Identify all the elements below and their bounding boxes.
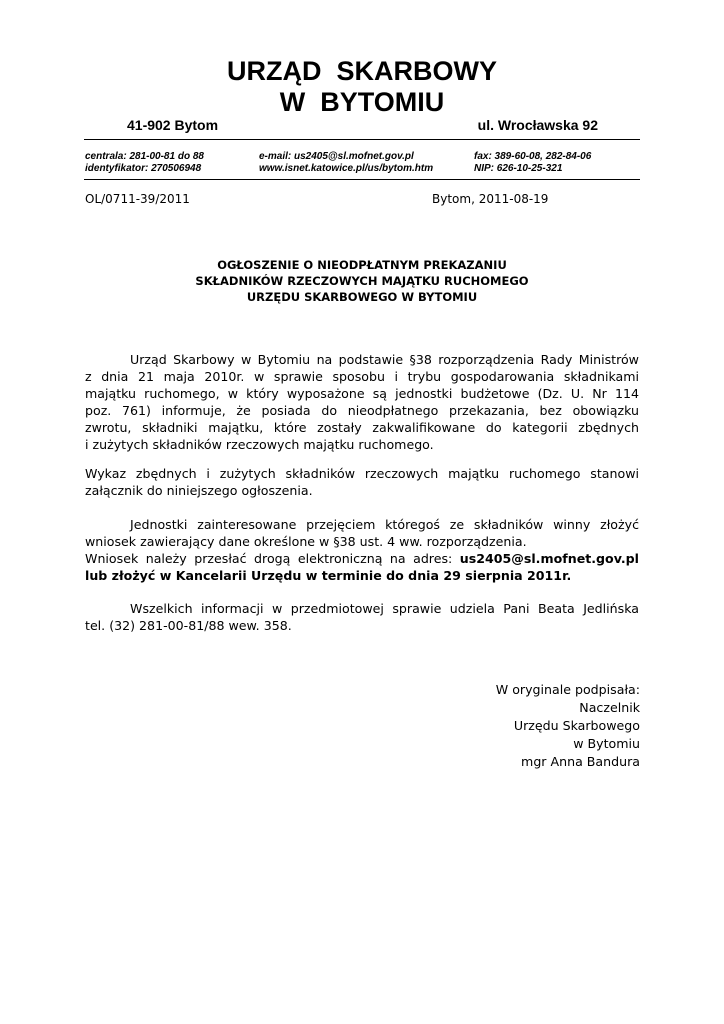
signature-line: mgr Anna Bandura	[521, 754, 640, 769]
paragraph-line	[85, 550, 639, 567]
paragraph-line: majątku ruchomego, w który wyposażone są jednostki budżetowe (Dz. U. Nr 114	[85, 386, 639, 401]
paragraph-submission	[85, 550, 639, 584]
paragraph-line: tel. (32) 281-00-81/88 wew. 358.	[85, 618, 292, 633]
header-divider-top	[84, 139, 640, 140]
document-date: Bytom, 2011-08-19	[432, 192, 549, 206]
street-address: ul. Wrocławska 92	[477, 117, 598, 133]
office-name-title	[0, 56, 724, 118]
header-divider-bottom	[84, 179, 640, 180]
paragraph-line: wniosek zawierający dane określone w §38 ust. 4 ww. rozporządzenia.	[85, 534, 527, 549]
office-name-line2: W BYTOMIU	[279, 87, 445, 117]
heading-line: URZĘDU SKARBOWEGO W BYTOMIU	[246, 290, 478, 304]
submission-deadline: lub złożyć w Kancelarii Urzędu w terminie do dnia 29 sierpnia 2011r.	[85, 568, 572, 583]
office-name-line1: URZĄD SKARBOWY	[227, 56, 497, 86]
paragraph-line: Wszelkich informacji w przedmiotowej sprawie udziela Pani Beata Jedlińska	[130, 601, 639, 616]
email-address: e-mail: us2405@sl.mofnet.gov.pl	[259, 151, 414, 162]
fax-number: fax: 389-60-08, 282-84-06	[474, 151, 592, 162]
paragraph-legal-basis	[85, 351, 639, 453]
signature-line: w Bytomiu	[573, 736, 640, 751]
reference-number: OL/0711-39/2011	[85, 192, 190, 206]
phone-central: centrala: 281-00-81 do 88	[85, 151, 204, 162]
submission-text: Wniosek należy przesłać drogą elektroniczną na adres:	[85, 551, 460, 566]
submission-email: us2405@sl.mofnet.gov.pl	[459, 551, 639, 566]
announcement-heading	[0, 257, 724, 305]
contact-column-web	[259, 151, 433, 175]
signature-block	[496, 681, 640, 771]
postal-code-city: 41-902 Bytom	[127, 117, 219, 133]
heading-line: OGŁOSZENIE O NIEODPŁATNYM PREKAZANIU	[217, 258, 507, 272]
signature-line: Urzędu Skarbowego	[513, 718, 640, 733]
heading-line: SKŁADNIKÓW RZECZOWYCH MAJĄTKU RUCHOMEGO	[195, 274, 529, 288]
contact-column-phone	[85, 151, 204, 175]
paragraph-attachment	[85, 465, 639, 499]
paragraph-line: Wykaz zbędnych i zużytych składników rzeczowych majątku ruchomego stanowi	[85, 466, 639, 481]
paragraph-line: i zużytych składników rzeczowych majątku ruchomego.	[85, 437, 434, 452]
signature-line: Naczelnik	[579, 700, 640, 715]
paragraph-line: Urząd Skarbowy w Bytomiu na podstawie §38 rozporządzenia Rady Ministrów	[130, 352, 639, 367]
identifier: identyfikator: 270506948	[85, 163, 202, 174]
signature-line: W oryginale podpisała:	[495, 682, 640, 697]
paragraph-line: zwrotu, składniki majątku, które zostały zakwalifikowane do kategorii zbędnych	[85, 420, 639, 435]
paragraph-line: załącznik do niniejszego ogłoszenia.	[85, 483, 313, 498]
website-address: www.isnet.katowice.pl/us/bytom.htm	[259, 163, 434, 174]
paragraph-line: poz. 761) informuje, że posiada do nieodpłatnego przekazania, bez obowiązku	[85, 403, 639, 418]
paragraph-contact-person	[85, 600, 639, 634]
contact-column-fax	[474, 151, 591, 175]
paragraph-line: Jednostki zainteresowane przejęciem któregoś ze składników winny złożyć	[130, 517, 639, 532]
paragraph-application	[85, 516, 639, 550]
paragraph-line: z dnia 21 maja 2010r. w sprawie sposobu i trybu gospodarowania składnikami	[85, 369, 639, 384]
nip-number: NIP: 626-10-25-321	[474, 163, 563, 174]
